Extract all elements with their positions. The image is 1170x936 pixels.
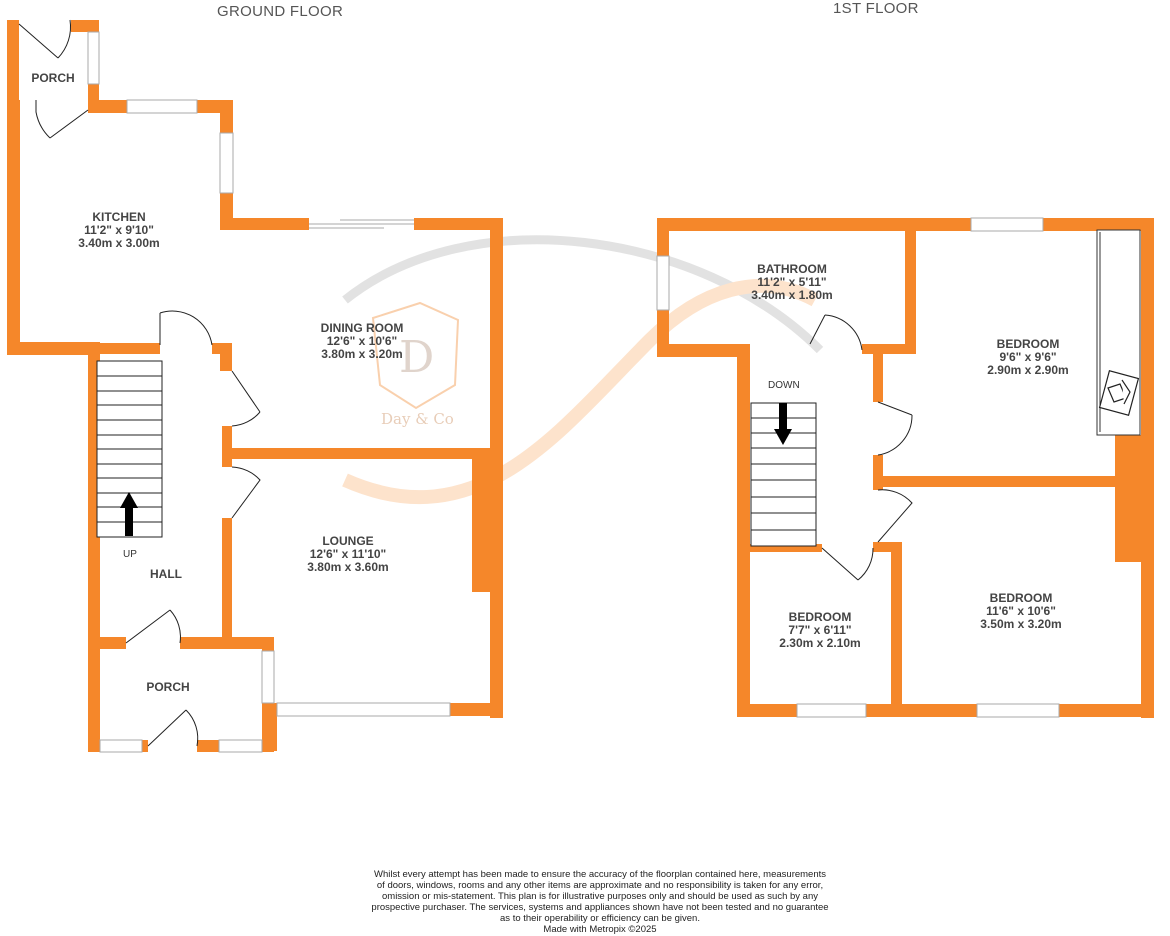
room-label-porch-bottom <box>146 681 189 694</box>
room-name: LOUNGE <box>322 534 374 548</box>
room-dimensions-imperial: 7'7" x 6'11" <box>788 623 852 637</box>
room-dimensions-metric: 2.30m x 2.10m <box>779 636 861 650</box>
ground-floor-title: GROUND FLOOR <box>217 3 344 20</box>
first-floor-doors <box>810 315 912 580</box>
watermark-monogram: D <box>399 332 435 383</box>
room-dimensions-imperial: 12'6" x 11'10" <box>309 547 387 561</box>
room-dimensions-imperial: 12'6" x 10'6" <box>326 334 398 348</box>
room-dimensions-imperial: 11'2" x 9'10" <box>84 223 154 237</box>
disclaimer-line: Made with Metropix ©2025 <box>543 924 657 935</box>
disclaimer-line: prospective purchaser. The services, systems and appliances shown have not been tested and no guarantee <box>371 902 829 913</box>
room-name: BATHROOM <box>757 262 827 276</box>
room-name: BEDROOM <box>788 610 852 624</box>
disclaimer-line: as to their operability or efficiency can be given. <box>500 913 700 924</box>
room-label-porch-top <box>31 72 74 85</box>
room-label-bedroom-2 <box>779 611 860 650</box>
stairs-up-label: UP <box>123 549 137 560</box>
room-dimensions-imperial: 9'6" x 9'6" <box>999 350 1057 364</box>
room-name: BEDROOM <box>996 337 1060 351</box>
first-floor-title: 1ST FLOOR <box>833 0 919 17</box>
ground-floor-walls <box>7 20 503 752</box>
disclaimer-line: Whilst every attempt has been made to ensure the accuracy of the floorplan contained here, measurements <box>373 869 827 880</box>
room-name: HALL <box>150 567 182 581</box>
room-label-dining-room <box>321 322 404 361</box>
room-label-hall <box>150 568 182 581</box>
watermark-brand: Day & Co <box>381 410 454 428</box>
room-name: DINING ROOM <box>320 321 404 335</box>
room-dimensions-metric: 3.80m x 3.60m <box>307 560 389 574</box>
disclaimer-line: of doors, windows, rooms and any other items are approximate and no responsibility is taken for any error, <box>376 880 824 891</box>
stairs-down-label: DOWN <box>768 380 800 391</box>
room-name: BEDROOM <box>989 591 1053 605</box>
room-label-bedroom-1 <box>987 338 1068 377</box>
room-dimensions-imperial: 11'6" x 10'6" <box>986 604 1056 618</box>
disclaimer-line: omission or mis-statement. This plan is for illustrative purposes only and should be used as such by any <box>382 891 818 902</box>
room-name: PORCH <box>31 71 75 85</box>
room-dimensions-metric: 3.40m x 3.00m <box>78 236 160 250</box>
disclaimer <box>355 869 845 935</box>
room-dimensions-metric: 2.90m x 2.90m <box>987 363 1069 377</box>
room-dimensions-imperial: 11'2" x 5'11" <box>757 275 827 289</box>
room-label-lounge <box>307 535 388 574</box>
room-label-kitchen <box>78 211 159 250</box>
room-name: PORCH <box>146 680 190 694</box>
room-label-bathroom <box>751 263 832 302</box>
room-label-bedroom-3 <box>980 592 1061 631</box>
room-dimensions-metric: 3.80m x 3.20m <box>321 347 403 361</box>
room-dimensions-metric: 3.40m x 1.80m <box>751 288 833 302</box>
room-name: KITCHEN <box>92 210 146 224</box>
room-dimensions-metric: 3.50m x 3.20m <box>980 617 1062 631</box>
